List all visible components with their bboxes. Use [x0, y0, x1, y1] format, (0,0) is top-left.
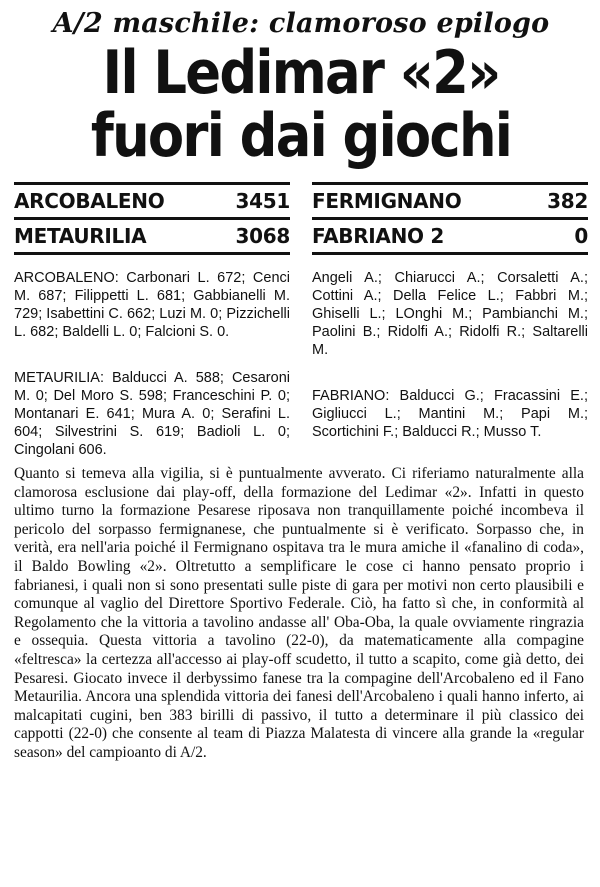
kicker: A/2 maschile: clamoroso epilogo [52, 8, 550, 39]
team-score: 0 [574, 224, 588, 248]
rosters [14, 261, 588, 459]
roster-fermignano: Angeli A.; Chiarucci A.; Corsaletti A.; Cottini A.; Della Felice L.; Fabbri M.; Ghiselli L.; LOnghi M.; Pambianchi M.; Paolini B.; Ridolfi A.; Ridolfi R.; Saltarelli M. [312, 270, 588, 358]
headline-line-1: Il Ledimar «2» [102, 38, 500, 108]
rosters-left [14, 269, 290, 459]
team-score: 3451 [235, 189, 290, 213]
roster-fabriano: FABRIANO: Balducci G.; Fracassini E.; Gigliucci L.; Mantini M.; Papi M.; Scortichini F.; Balducci R.; Musso T. [312, 388, 588, 440]
headline [48, 38, 553, 171]
team-name: FERMIGNANO [312, 189, 462, 213]
results-table [14, 182, 588, 255]
article-paragraph: Quanto si temeva alla vigilia, si è puntualmente avverato. Ci riferiamo naturalmente alla clamorosa esclusione dai play-off, della formazione del Ledimar «2». Infatti in questo ultimo turno la formazione Pesarese riposava non tranquillamente poiché incombeva il pericolo del sorpasso fermignanese, che puntualmente si è verificato. Sorpasso che, in verità, era nell'aria poiché il Fermignano ospitava tra le mura amiche il «fanalino di coda», il Baldo Bowling «2». Oltretutto a semplificare le cose ci hanno pensato proprio i fabrianesi, i quali non si sono presentati sulle piste di gara per motivi non certo plausibili e comunque al vaglio del Direttore Sportivo Federale. Ciò, ha fatto sì che, in conformità al Regolamento che la vittoria a tavolino andasse all' Oba-Oba, la quale ovviamente ringrazia e ossequia. Questa vittoria a tavolino (22-0), da matematicamente alla compagine «feltresca» la certezza all'accesso ai play-off scudetto, il tutto a scapito, come già detto, dei Pesaresi. Giocato invece il derbyssimo fanese tra la compagine dell'Arcobaleno ed il Fano Metaurilia. Ancora una splendida vittoria dei fanesi dell'Arcobaleno i quali hanno inferto, ai malcapitati cugini, ben 383 birilli di passivo, il tutto a determinare il più classico dei cappotti (22-0) che consente al team di Piazza Malatesta di vincere alla grande la «regular season» del campioanto di A/2. [14, 465, 584, 761]
results-left [14, 182, 290, 255]
team-name: METAURILIA [14, 224, 147, 248]
team-score: 3068 [235, 224, 290, 248]
result-row [14, 182, 290, 217]
team-score: 382 [547, 189, 588, 213]
result-row [312, 182, 588, 217]
results-right [312, 182, 588, 255]
rosters-right [312, 269, 588, 459]
team-name: FABRIANO 2 [312, 224, 445, 248]
result-row [312, 217, 588, 255]
team-name: ARCOBALENO [14, 189, 165, 213]
headline-line-2: fuori dai giochi [90, 101, 512, 171]
roster-metaurilia: METAURILIA: Balducci A. 588; Cesaroni M. 0; Del Moro S. 598; Franceschini P. 0; Montanari E. 641; Mura A. 0; Serafini L. 604; Silvestrini S. 619; Badioli L. 0; Cingolani 606. [14, 370, 290, 458]
result-row [14, 217, 290, 255]
article-body [14, 465, 588, 763]
roster-arcobaleno: ARCOBALENO: Carbonari L. 672; Cenci M. 687; Filippetti L. 681; Gabbianelli M. 729; Isabettini C. 662; Luzi M. 0; Pizzichelli L. 682; Baldelli L. 0; Falcioni S. 0. [14, 270, 290, 340]
